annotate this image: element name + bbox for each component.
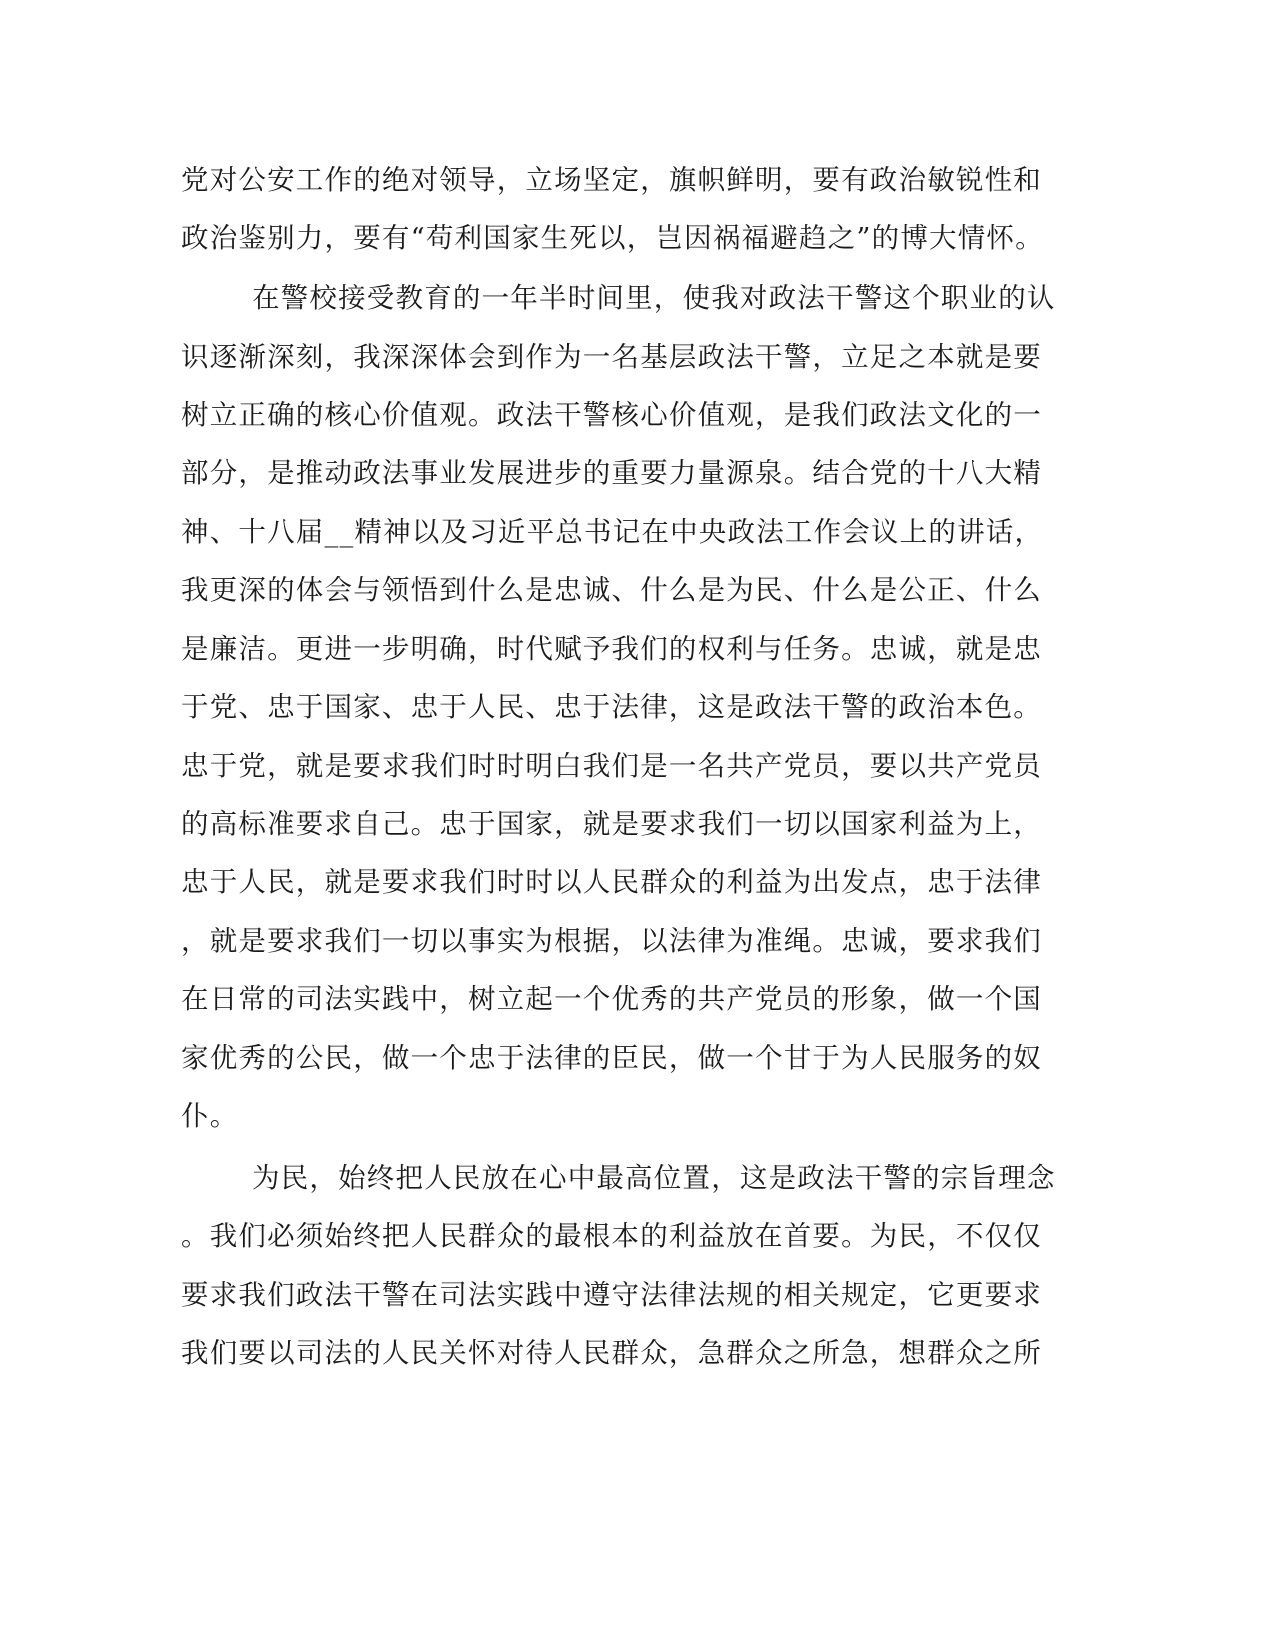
text-line-4: 识逐渐深刻，我深深体会到作为一名基层政法干警，立足之本就是要 (181, 341, 1042, 373)
text-line-16: 家优秀的公民，做一个忠于法律的臣民，做一个甘于为人民服务的奴 (181, 1042, 1042, 1074)
text-line-14: ，就是要求我们一切以事实为根据，以法律为准绳。忠诚，要求我们 (181, 925, 1042, 957)
text-line-2: 政治鉴别力，要有“苟利国家生死以，岂因祸福避趋之”的博大情怀。 (181, 222, 1044, 254)
text-line-10: 于党、忠于国家、忠于人民、忠于法律，这是政法干警的政治本色。 (181, 691, 1042, 723)
text-line-13: 忠于人民，就是要求我们时时以人民群众的利益为出发点，忠于法律 (181, 866, 1042, 898)
text-line-11: 忠于党，就是要求我们时时明白我们是一名共产党员，要以共产党员 (181, 750, 1042, 782)
text-line-1: 党对公安工作的绝对领导，立场坚定，旗帜鲜明，要有政治敏锐性和 (181, 164, 1042, 196)
text-line-17: 仆。 (181, 1100, 239, 1132)
text-line-8: 我更深的体会与领悟到什么是忠诚、什么是为民、什么是公正、什么 (181, 574, 1042, 606)
text-line-6: 部分，是推动政法事业发展进步的重要力量源泉。结合党的十八大精 (181, 457, 1042, 489)
text-line-15: 在日常的司法实践中，树立起一个优秀的共产党员的形象，做一个国 (181, 983, 1042, 1015)
paragraph-first-line: 为民，始终把人民放在心中最高位置，这是政法干警的宗旨理念 (252, 1162, 1056, 1194)
text-line-5: 树立正确的核心价值观。政法干警核心价值观，是我们政法文化的一 (181, 399, 1042, 431)
text-line-12: 的高标准要求自己。忠于国家，就是要求我们一切以国家利益为上， (181, 808, 1042, 840)
paragraph-first-line: 在警校接受教育的一年半时间里，使我对政法干警这个职业的认 (252, 282, 1056, 314)
text-line-19: 。我们必须始终把人民群众的最根本的利益放在首要。为民，不仅仅 (181, 1220, 1042, 1252)
text-line-21: 我们要以司法的人民关怀对待人民群众，急群众之所急，想群众之所 (181, 1337, 1042, 1369)
text-line-9: 是廉洁。更进一步明确，时代赋予我们的权利与任务。忠诚，就是忠 (181, 633, 1042, 665)
text-line-20: 要求我们政法干警在司法实践中遵守法律法规的相关规定，它更要求 (181, 1279, 1042, 1311)
text-line-7: 神、十八届__精神以及习近平总书记在中央政法工作会议上的讲话， (181, 516, 1044, 548)
